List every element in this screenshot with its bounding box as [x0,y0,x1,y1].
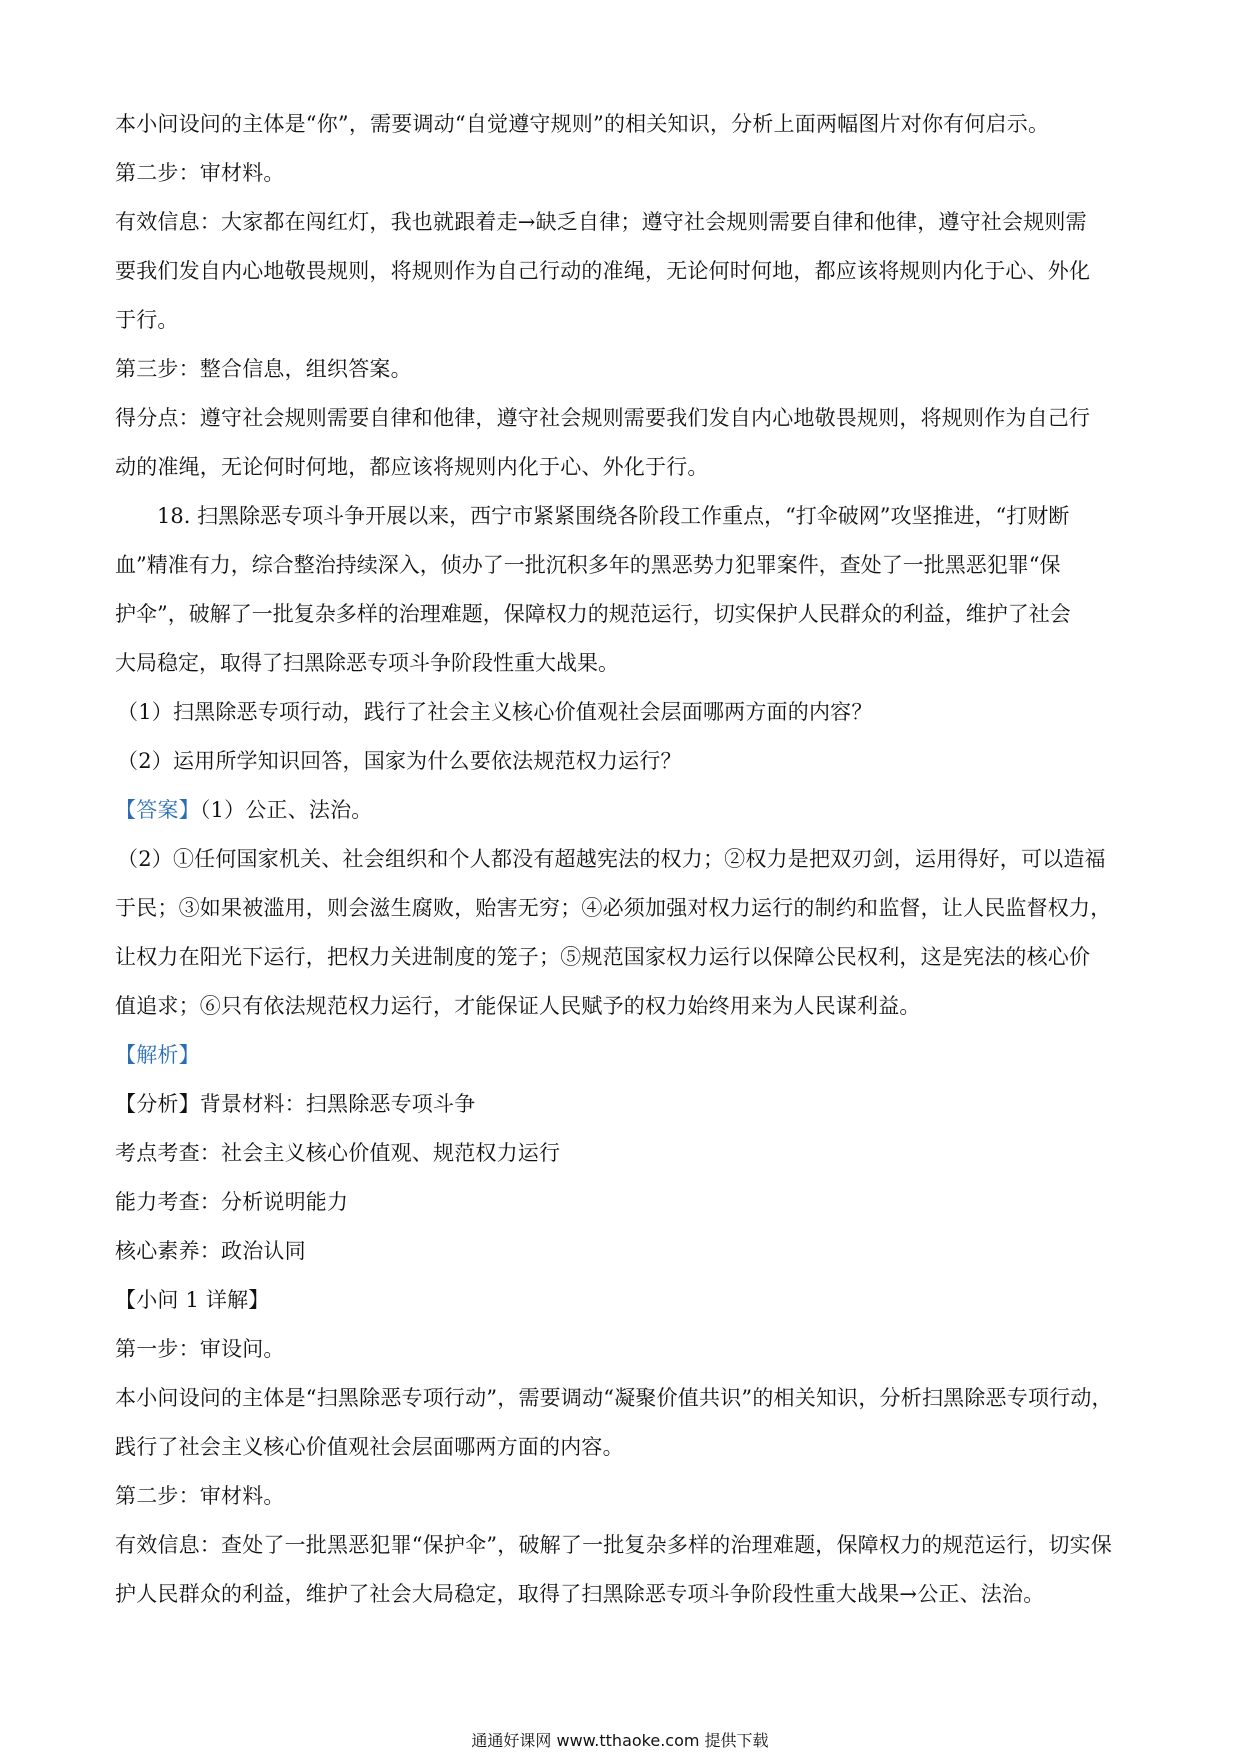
answer-text: （1）公正、法治。 [199,798,373,822]
text-line: 要我们发自内心地敬畏规则，将规则作为自己行动的准绳，无论何时何地，都应该将规则内化于心、外化 [115,259,1091,283]
answer-tag: 【答案】 [115,798,200,822]
answer-line: 让权力在阳光下运行，把权力关进制度的笼子；⑤规范国家权力运行以保障公民权利，这是宪法的核心价 [115,945,1091,969]
text-line: 有效信息：查处了一批黑恶犯罪“保护伞”，破解了一批复杂多样的治理难题，保障权力的规范运行，切实保 [115,1533,1113,1557]
text-line: 本小问设问的主体是“扫黑除恶专项行动”，需要调动“凝聚价值共识”的相关知识，分析扫黑除恶专项行动， [115,1386,1113,1410]
analysis-line: 能力考查：分析说明能力 [115,1190,349,1214]
step-heading: 第二步：审材料。 [115,161,285,185]
detail-heading: 【小问 1 详解】 [115,1288,270,1312]
text-line: 践行了社会主义核心价值观社会层面哪两方面的内容。 [115,1435,624,1459]
page-footer: 通通好课网 www.tthaoke.com 提供下载 [471,1731,769,1750]
answer-line: 于民；③如果被滥用，则会滋生腐败，贻害无穷；④必须加强对权力运行的制约和监督，让人民监督权力， [115,896,1112,920]
analysis-line: 核心素养：政治认同 [115,1239,306,1263]
step-heading: 第二步：审材料。 [115,1484,285,1508]
text-line: 护人民群众的利益，维护了社会大局稳定，取得了扫黑除恶专项斗争阶段性重大战果→公正、法治。 [115,1582,1045,1606]
sub-question-1: （1）扫黑除恶专项行动，践行了社会主义核心价值观社会层面哪两方面的内容？ [117,700,873,724]
document-body [115,100,1135,1619]
answer-line: 值追求；⑥只有依法规范权力运行，才能保证人民赋予的权力始终用来为人民谋利益。 [115,994,921,1018]
answer-line: （2）①任何国家机关、社会组织和个人都没有超越宪法的权力；②权力是把双刃剑，运用得好，可以造福 [117,847,1106,871]
analysis-tag: 【解析】 [115,1043,200,1067]
text-line: 动的准绳，无论何时何地，都应该将规则内化于心、外化于行。 [115,455,709,479]
answer-line [115,786,1135,835]
step-heading: 第三步：整合信息，组织答案。 [115,357,412,381]
text-line: 得分点：遵守社会规则需要自律和他律，遵守社会规则需要我们发自内心地敬畏规则，将规则作为自己行 [115,406,1091,430]
step-heading: 第一步：审设问。 [115,1337,285,1361]
text-line: 于行。 [115,308,179,332]
question-18-text: 护伞”，破解了一批复杂多样的治理难题，保障权力的规范运行，切实保护人民群众的利益，维护了社会 [115,602,1071,626]
analysis-line: 考点考查：社会主义核心价值观、规范权力运行 [115,1141,561,1165]
sub-question-2: （2）运用所学知识回答，国家为什么要依法规范权力运行？ [117,749,682,773]
analysis-line: 【分析】背景材料：扫黑除恶专项斗争 [115,1092,476,1116]
text-line: 本小问设问的主体是“你”，需要调动“自觉遵守规则”的相关知识，分析上面两幅图片对你有何启示。 [115,112,1050,136]
question-18-text: 18. 扫黑除恶专项斗争开展以来，西宁市紧紧围绕各阶段工作重点，“打伞破网”攻坚推进，“打财断 [157,504,1070,528]
question-18-text: 大局稳定，取得了扫黑除恶专项斗争阶段性重大战果。 [115,651,619,675]
text-line: 有效信息：大家都在闯红灯，我也就跟着走→缺乏自律；遵守社会规则需要自律和他律，遵守社会规则需 [115,210,1087,234]
question-18-text: 血”精准有力，综合整治持续深入，侦办了一批沉积多年的黑恶势力犯罪案件，查处了一批黑恶犯罪“保 [115,553,1061,577]
